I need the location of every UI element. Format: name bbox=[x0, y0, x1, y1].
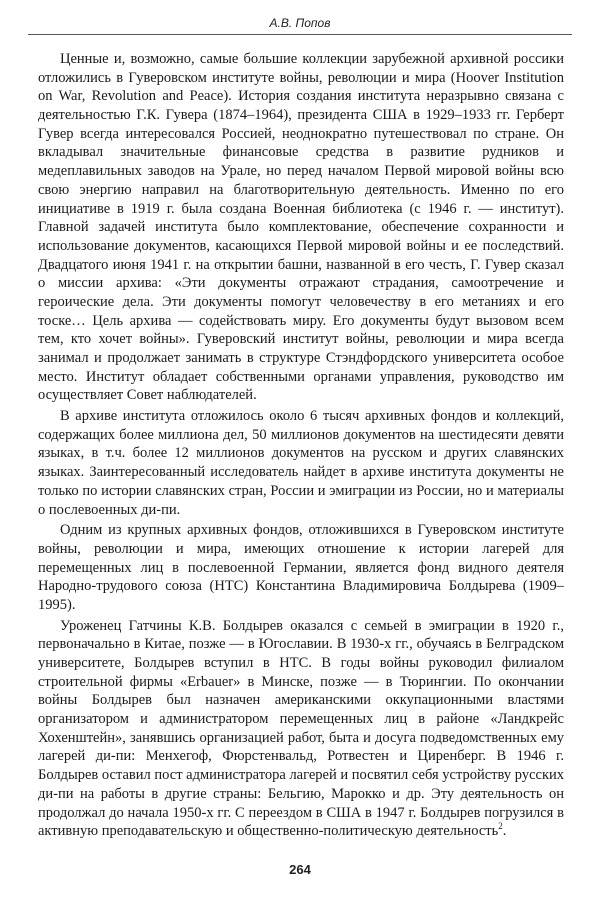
running-header bbox=[0, 12, 600, 31]
paragraph-boldyrev-biography-text: Уроженец Гатчины К.В. Болдырев оказался с семьей в эмиграции в 1920 г., первоначально в Китае, позже — в Югославии. В 1930-х гг., обучаясь в Белградском университете, Болдырев вступил в НТС. В годы войны руководил филиалом строительной фирмы «Erbauer» в Минске, позже — в Тюрингии. По окончании войны Болдырев был назначен американскими оккупационными властями организатором и администратором перемещенных лиц в районе «Ландкрейс Хохенштейн», занявшись организацией работ, быта и досуга подведомственных ему лагерей ди-пи: Менхегоф, Фюрстенвальд, Ротвестен и Циренберг. В 1946 г. Болдырев оставил пост администратора лагерей и посвятил себя устройству русских ди-пи на работы в другие страны: Бельгию, Марокко и др. Эту деятельность он продолжал до начала 1950-х гг. С переездом в США в 1947 г. Болдырев погрузился в активную преподавательскую и общественно-политическую деятельность bbox=[38, 617, 564, 840]
header-rule bbox=[28, 34, 572, 35]
page-number: 264 bbox=[289, 862, 311, 877]
footnote-ref[interactable]: 2 bbox=[498, 821, 503, 832]
body-text bbox=[38, 50, 564, 841]
paragraph-boldyrev-biography bbox=[38, 617, 564, 841]
paragraph-archive-holdings: В архиве института отложилось около 6 тысяч архивных фондов и коллекций, содержащих более миллиона дел, 50 миллионов документов на шестидесяти девяти языках, в т.ч. более 12 миллионов документов на русском и других славянских языках. Заинтересованный исследователь найдет в архиве института документы не только по истории славянских стран, России и эмиграции из России, но и материалы о послевоенных ди-пи. bbox=[38, 408, 564, 518]
running-header-author: А.В. Попов bbox=[269, 16, 331, 30]
paragraph-end-period: . bbox=[502, 823, 507, 840]
paragraph-hoover-institution: Ценные и, возможно, самые большие коллекции зарубежной архивной россики отложились в Гуверовском институте войны, революции и мира (Hoover Institution on War, Revolution and Peace). История создания института неразрывно связана с деятельностью Г.К. Гувера (1874–1964), президента США в 1929–1933 гг. Герберт Гувер всегда интересовался Россией, неоднократно путешествовал по стране. Он вкладывал значительные финансовые средства в развитие рудников и медеплавильных заводов на Урале, но перед началом Первой мировой войны всю свою энергию направил на благотворительную деятельность. Именно по его инициативе в 1919 г. была создана Военная библиотека (с 1946 г. — институт). Главной задачей института было комплектование, обеспечение сохранности и использование документов, касающихся Первой мировой войны и ее последствий. Двадцатого июня 1941 г. на открытии башни, названной в его честь, Г. Гувер сказал о миссии архива: «Эти документы отражают страдания, самоотречение и героические дела. Эти документы помогут человечеству в его метаниях и его тоске… Цель архива — содействовать миру. Его документы будут вызовом всем тем, кто хочет войны». Гуверовский институт войны, революции и мира всегда занимал и продолжает занимать в структуре Стэндфордского университета особое место. Институт обладает собственными органами управления, руководство им осуществляет Совет наблюдателей. bbox=[38, 51, 564, 404]
paragraph-boldyrev-fond: Одним из крупных архивных фондов, отложившихся в Гуверовском институте войны, революции и мира, имеющих отношение к истории лагерей для перемещенных лиц в послевоенной Германии, является фонд видного деятеля Народно-трудового союза (НТС) Константина Владимировича Болдырева (1909–1995). bbox=[38, 522, 564, 613]
